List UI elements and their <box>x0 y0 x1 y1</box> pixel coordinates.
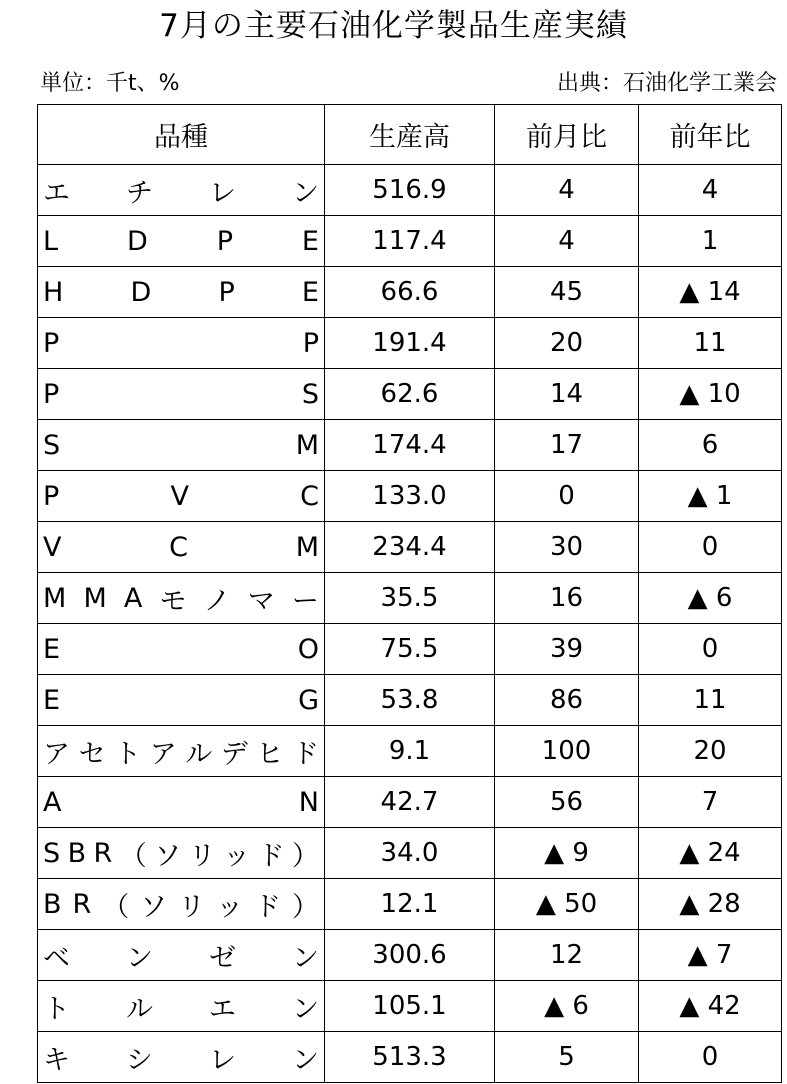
product-name: ベ ン ゼ ン <box>43 942 319 974</box>
product-name: キ シ レ ン <box>43 1044 319 1076</box>
yoy-change-cell: 11 <box>639 675 782 726</box>
production-cell: 66.6 <box>325 267 495 318</box>
product-name: エ チ レ ン <box>43 177 319 209</box>
production-cell: 12.1 <box>325 879 495 930</box>
production-cell: 42.7 <box>325 777 495 828</box>
yoy-change-cell: 0 <box>639 624 782 675</box>
yoy-change-cell: ▲ 6 <box>639 573 782 624</box>
production-table <box>37 104 782 1083</box>
production-cell: 516.9 <box>325 165 495 216</box>
product-name: V C M <box>43 531 319 563</box>
product-name-cell <box>38 522 325 573</box>
production-cell: 53.8 <box>325 675 495 726</box>
yoy-change-cell: 6 <box>639 420 782 471</box>
table-row <box>38 165 782 216</box>
table-header-row <box>38 105 782 165</box>
production-cell: 513.3 <box>325 1032 495 1083</box>
production-cell: 174.4 <box>325 420 495 471</box>
mom-change-cell: ▲ 50 <box>495 879 639 930</box>
yoy-change-cell: ▲ 14 <box>639 267 782 318</box>
yoy-change-cell: ▲ 24 <box>639 828 782 879</box>
production-cell: 133.0 <box>325 471 495 522</box>
product-name: ト ル エ ン <box>43 993 319 1025</box>
column-header-mom: 前月比 <box>495 105 639 165</box>
product-name-cell <box>38 726 325 777</box>
mom-change-cell: 86 <box>495 675 639 726</box>
product-name-cell <box>38 981 325 1032</box>
mom-change-cell: 12 <box>495 930 639 981</box>
mom-change-cell: ▲ 9 <box>495 828 639 879</box>
table-body <box>38 165 782 1083</box>
mom-change-cell: 39 <box>495 624 639 675</box>
mom-change-cell: 4 <box>495 165 639 216</box>
yoy-change-cell: 11 <box>639 318 782 369</box>
product-name-cell <box>38 165 325 216</box>
table-row <box>38 1032 782 1083</box>
mom-change-cell: 0 <box>495 471 639 522</box>
production-cell: 234.4 <box>325 522 495 573</box>
table-row <box>38 879 782 930</box>
product-name-cell <box>38 777 325 828</box>
table-row <box>38 522 782 573</box>
mom-change-cell: 20 <box>495 318 639 369</box>
table-row <box>38 420 782 471</box>
mom-change-cell: 16 <box>495 573 639 624</box>
product-name-cell <box>38 675 325 726</box>
product-name: H D P E <box>43 276 319 308</box>
product-name: M M A モ ノ マ ー <box>43 582 319 617</box>
product-name: E O <box>43 633 319 665</box>
yoy-change-cell: 20 <box>639 726 782 777</box>
yoy-change-cell: ▲ 7 <box>639 930 782 981</box>
table-row <box>38 675 782 726</box>
product-name: B R （ ソ リ ッ ド ） <box>43 888 319 923</box>
production-cell: 35.5 <box>325 573 495 624</box>
table-row <box>38 216 782 267</box>
table-row <box>38 726 782 777</box>
product-name: P P <box>43 327 319 359</box>
mom-change-cell: 17 <box>495 420 639 471</box>
product-name-cell <box>38 879 325 930</box>
yoy-change-cell: ▲ 28 <box>639 879 782 930</box>
mom-change-cell: ▲ 6 <box>495 981 639 1032</box>
product-name: ア セ ト ア ル デ ヒ ド <box>43 738 319 770</box>
yoy-change-cell: 0 <box>639 1032 782 1083</box>
product-name-cell <box>38 471 325 522</box>
table-row <box>38 471 782 522</box>
yoy-change-cell: 4 <box>639 165 782 216</box>
table-row <box>38 624 782 675</box>
mom-change-cell: 4 <box>495 216 639 267</box>
production-cell: 300.6 <box>325 930 495 981</box>
mom-change-cell: 5 <box>495 1032 639 1083</box>
table-row <box>38 981 782 1032</box>
column-header-production: 生産高 <box>325 105 495 165</box>
product-name-cell <box>38 573 325 624</box>
table-row <box>38 573 782 624</box>
production-cell: 34.0 <box>325 828 495 879</box>
product-name: A N <box>43 786 319 818</box>
product-name-cell <box>38 369 325 420</box>
mom-change-cell: 100 <box>495 726 639 777</box>
production-cell: 191.4 <box>325 318 495 369</box>
yoy-change-cell: 0 <box>639 522 782 573</box>
product-name-cell <box>38 420 325 471</box>
production-cell: 105.1 <box>325 981 495 1032</box>
product-name-cell <box>38 267 325 318</box>
table-row <box>38 777 782 828</box>
table-row <box>38 369 782 420</box>
unit-label: 単位：千t、% <box>40 71 180 96</box>
mom-change-cell: 45 <box>495 267 639 318</box>
product-name-cell <box>38 1032 325 1083</box>
product-name-cell <box>38 930 325 981</box>
production-cell: 117.4 <box>325 216 495 267</box>
yoy-change-cell: 1 <box>639 216 782 267</box>
product-name-cell <box>38 216 325 267</box>
product-name-cell <box>38 318 325 369</box>
product-name: S M <box>43 429 319 461</box>
product-name: E G <box>43 684 319 716</box>
column-header-name: 品種 <box>38 105 325 165</box>
mom-change-cell: 30 <box>495 522 639 573</box>
production-cell: 75.5 <box>325 624 495 675</box>
product-name-cell <box>38 624 325 675</box>
mom-change-cell: 56 <box>495 777 639 828</box>
table-row <box>38 267 782 318</box>
production-cell: 9.1 <box>325 726 495 777</box>
yoy-change-cell: ▲ 42 <box>639 981 782 1032</box>
table-row <box>38 318 782 369</box>
table-row <box>38 930 782 981</box>
product-name-cell <box>38 828 325 879</box>
source-label: 出典：石油化学工業会 <box>556 71 777 96</box>
table-row <box>38 828 782 879</box>
product-name: L D P E <box>43 225 319 257</box>
yoy-change-cell: ▲ 10 <box>639 369 782 420</box>
mom-change-cell: 14 <box>495 369 639 420</box>
yoy-change-cell: ▲ 1 <box>639 471 782 522</box>
production-cell: 62.6 <box>325 369 495 420</box>
product-name: P V C <box>43 480 319 512</box>
yoy-change-cell: 7 <box>639 777 782 828</box>
product-name: P S <box>43 378 319 410</box>
column-header-yoy: 前年比 <box>639 105 782 165</box>
page-title: 7月の主要石油化学製品生産実績 <box>159 8 628 44</box>
product-name: S B R （ ソ リ ッ ド ） <box>43 837 319 872</box>
